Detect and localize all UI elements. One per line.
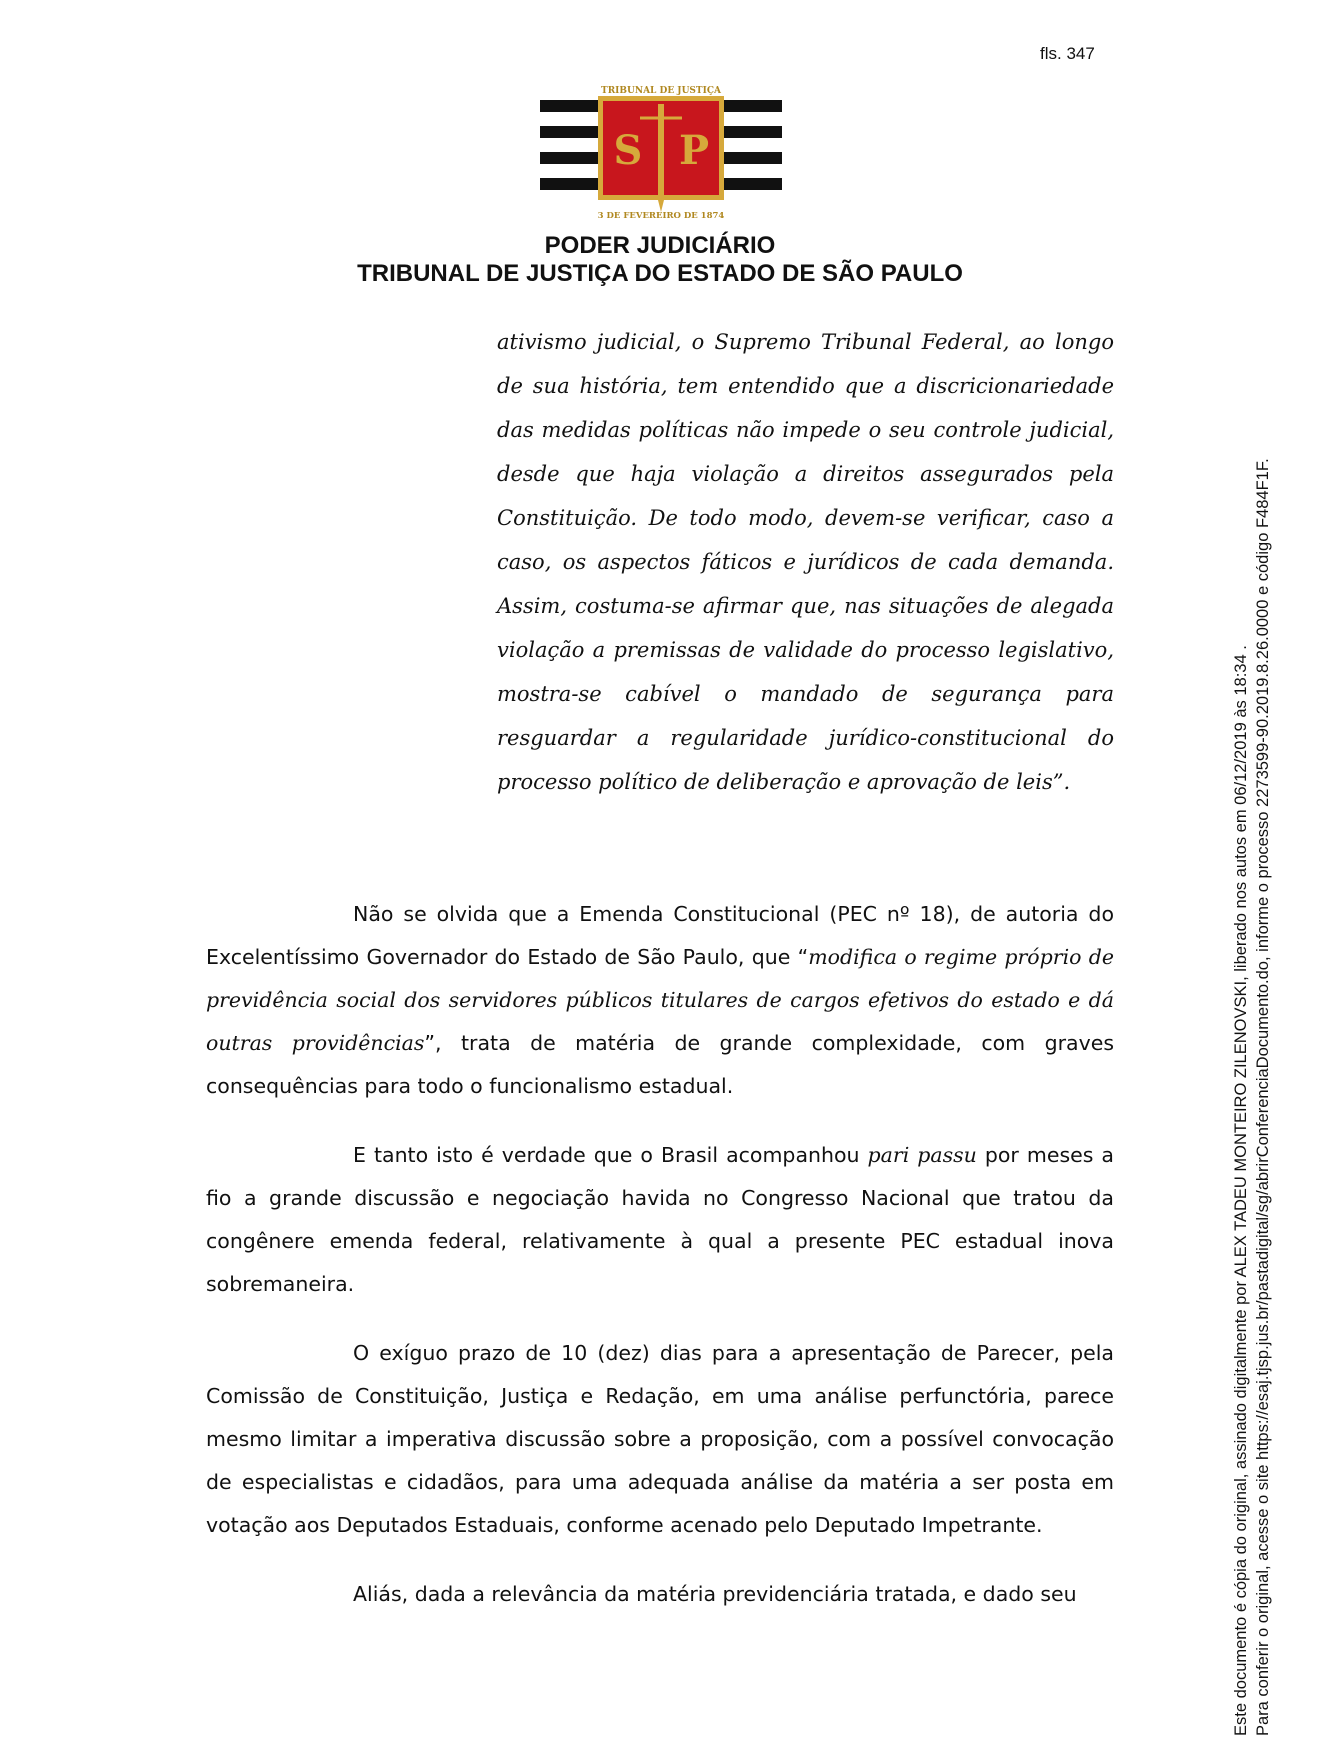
header-line2: TRIBUNAL DE JUSTIÇA DO ESTADO DE SÃO PAULO: [357, 260, 963, 287]
block-quote: [497, 320, 1114, 804]
paragraph-1: Não se olvida que a Emenda Constitucional (PEC nº 18), de autoria do Excelentíssimo Governador do Estado de São Paulo, que “modifica o regime próprio de previdência social dos servidores públicos titulares de cargos efetivos do estado e dá outras providências”, trata de matéria de grande complexidade, com graves consequências para todo o funcionalismo estadual.: [206, 902, 1114, 1098]
svg-text:P: P: [678, 127, 710, 174]
quote-text: ativismo judicial, o Supremo Tribunal Federal, ao longo de sua história, tem entendido que a discricionariedade das medidas políticas não impede o seu controle judicial, desde que haja violação a direitos assegurados pela Constituição. De todo modo, devem-se verificar, caso a caso, os aspectos fáticos e jurídicos de cada demanda. Assim, costuma-se afirmar que, nas situações de alegada violação a premissas de validade do processo legislativo, mostra-se cabível o mandado de segurança para resguardar a regularidade jurídico-constitucional do processo político de deliberação e aprovação de leis”.: [497, 330, 1114, 794]
svg-text:S: S: [613, 127, 643, 174]
side-note-line1: Este documento é cópia do original, assinado digitalmente por ALEX TADEU MONTEIRO ZILENOVSKI, liberado nos autos em 06/12/2019 às 18:34 .: [1232, 645, 1250, 1736]
header-line1: PODER JUDICIÁRIO: [544, 232, 776, 259]
document-body: [206, 893, 1114, 1616]
paragraph-3: O exíguo prazo de 10 (dez) dias para a apresentação de Parecer, pela Comissão de Constituição, Justiça e Redação, em uma análise perfunctória, parece mesmo limitar a imperativa discussão sobre a proposição, com a possível convocação de especialistas e cidadãos, para uma adequada análise da matéria a ser posta em votação aos Deputados Estaduais, conforme acenado pelo Deputado Impetrante.: [206, 1341, 1114, 1537]
court-header: [0, 232, 1320, 288]
side-note-line2: Para conferir o original, acesse o site https://esaj.tjsp.jus.br/pastadigital/sg/abrirConferenciaDocumento.do, informe o processo 2273599-90.2019.8.26.0000 e código F484F1F.: [1254, 458, 1272, 1736]
paragraph-2: E tanto isto é verdade que o Brasil acompanhou pari passu por meses a fio a grande discussão e negociação havida no Congresso Nacional que tratou da congênere emenda federal, relativamente à qual a presente PEC estadual inova sobremaneira.: [206, 1143, 1114, 1296]
page-number: fls. 347: [1040, 44, 1095, 63]
svg-text:TRIBUNAL DE JUSTIÇA: TRIBUNAL DE JUSTIÇA: [601, 86, 721, 96]
svg-text:3 DE FEVEREIRO DE 1874: 3 DE FEVEREIRO DE 1874: [597, 211, 725, 221]
court-seal-logo: [540, 84, 782, 220]
paragraph-4: Aliás, dada a relevância da matéria previdenciária tratada, e dado seu: [353, 1582, 1077, 1606]
